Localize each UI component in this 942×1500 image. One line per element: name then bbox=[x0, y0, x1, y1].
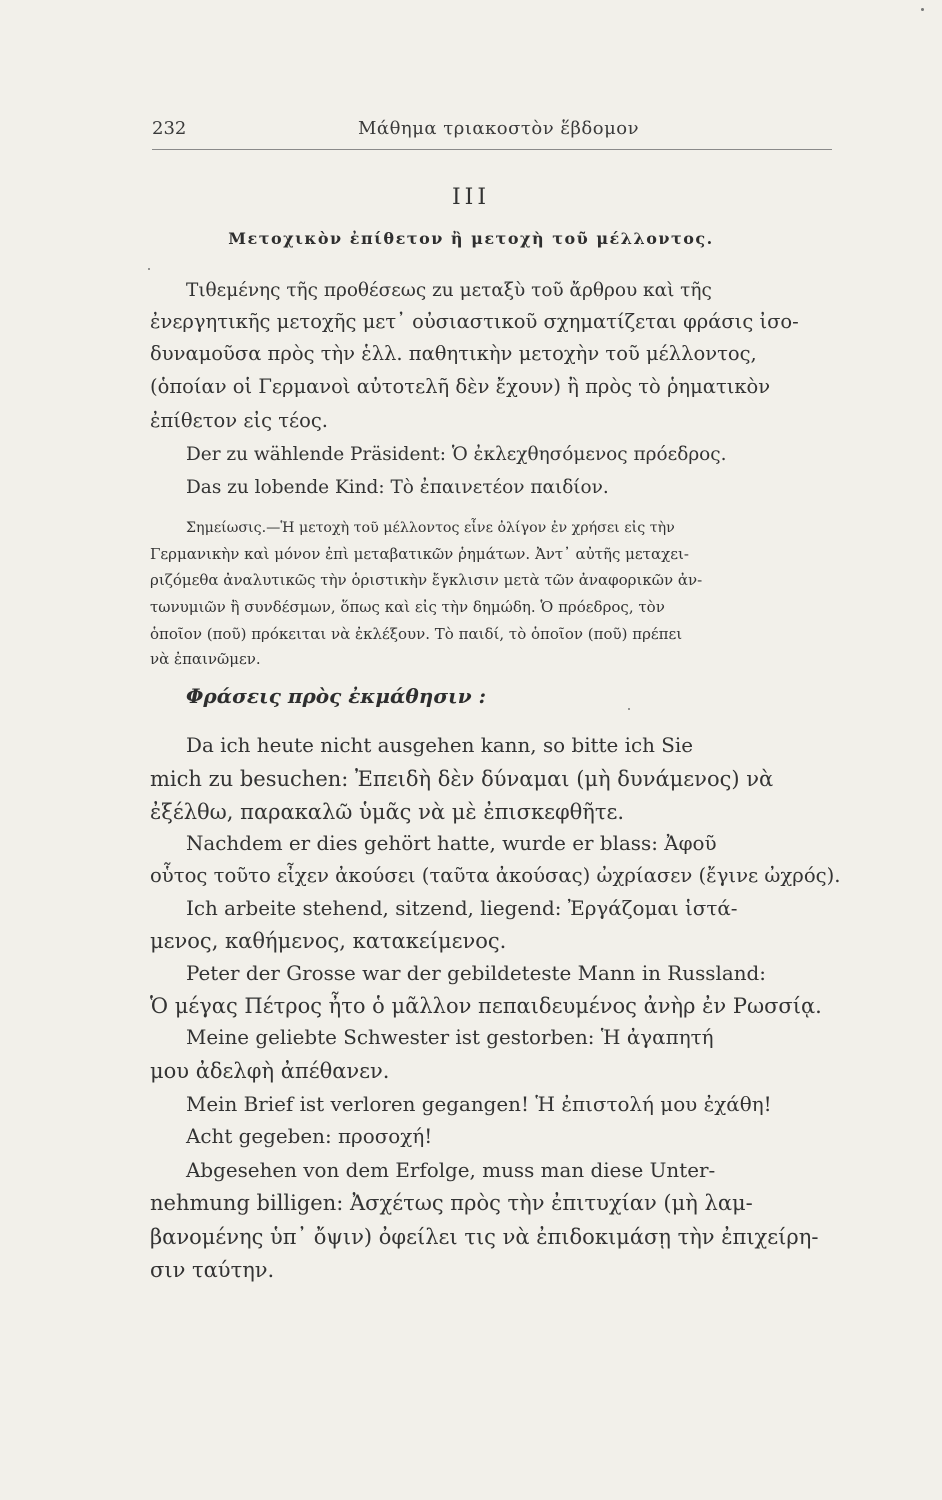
example-line: Acht gegeben: προσοχή! bbox=[186, 1125, 433, 1148]
example-line: ἐξέλθω, παρακαλῶ ὑμᾶς νὰ μὲ ἐπισκεφθῆτε. bbox=[150, 800, 625, 824]
note-line: ὁποῖον (ποῦ) πρόκειται νὰ ἐκλέξουν. Τὸ παιδί, τὸ ὁποῖον (ποῦ) πρέπει bbox=[150, 625, 683, 643]
example-line: μου ἀδελφὴ ἀπέθανεν. bbox=[150, 1059, 390, 1083]
example-line: Nachdem er dies gehört hatte, wurde er blass: Ἀφοῦ bbox=[186, 832, 717, 855]
example-line: Peter der Grosse war der gebildeteste Mann in Russland: bbox=[186, 962, 766, 985]
example-line: Meine geliebte Schwester ist gestorben: Ἡ ἀγαπητή bbox=[186, 1026, 714, 1049]
text-line: Das zu lobende Kind: Τὸ ἐπαινετέον παιδίον. bbox=[186, 477, 609, 498]
text-line: (ὁποίαν οἱ Γερμανοὶ αὐτοτελῆ δὲν ἔχουν) ἢ πρὸς τὸ ῥηματικὸν bbox=[150, 375, 771, 398]
text-line: Τιθεμένης τῆς προθέσεως zu μεταξὺ τοῦ ἄρθρου καὶ τῆς bbox=[186, 280, 712, 301]
example-line: οὗτος τοῦτο εἶχεν ἀκούσει (ταῦτα ἀκούσας) ὠχρίασεν (ἔγινε ὠχρός). bbox=[150, 864, 841, 887]
text-line: ἐπίθετον εἰς τέος. bbox=[150, 409, 328, 432]
note-line: Γερμανικὴν καὶ μόνον ἐπὶ μεταβατικῶν ῥημάτων. Ἀντ᾿ αὐτῆς μεταχει- bbox=[150, 545, 689, 563]
example-line: mich zu besuchen: Ἐπειδὴ δὲν δύναμαι (μὴ δυνάμενος) νὰ bbox=[150, 767, 774, 791]
example-line: Abgesehen von dem Erfolge, muss man diese Unter- bbox=[186, 1159, 716, 1182]
example-line: Mein Brief ist verloren gegangen! Ἡ ἐπιστολή μου ἐχάθη! bbox=[186, 1093, 772, 1116]
paper-speck bbox=[921, 8, 924, 11]
text-line: Der zu wählende Präsident: Ὁ ἐκλεχθησόμενος πρόεδρος. bbox=[186, 444, 727, 465]
example-line: μενος, καθήμενος, κατακείμενος. bbox=[150, 929, 507, 953]
running-title: Μάθημα τριακοστὸν ἕβδομον bbox=[358, 118, 640, 139]
example-line: βανομένης ὑπ᾿ ὄψιν) ὀφείλει τις νὰ ἐπιδοκιμάσῃ τὴν ἐπιχείρη- bbox=[150, 1225, 819, 1249]
text-line: δυναμοῦσα πρὸς τὴν ἑλλ. παθητικὴν μετοχὴν τοῦ μέλλοντος, bbox=[150, 342, 757, 365]
section-heading: Μετοχικὸν ἐπίθετον ἢ μετοχὴ τοῦ μέλλοντος. bbox=[228, 229, 714, 248]
example-line: σιν ταύτην. bbox=[150, 1258, 275, 1282]
note-line: νὰ ἐπαινῶμεν. bbox=[150, 650, 261, 668]
note-line: Σημείωσις.—Ἡ μετοχὴ τοῦ μέλλοντος εἶνε ὀλίγον ἐν χρήσει εἰς τὴν bbox=[186, 520, 675, 536]
paper-speck bbox=[628, 708, 630, 710]
example-line: Ich arbeite stehend, sitzend, liegend: Ἐργάζομαι ἱστά- bbox=[186, 897, 738, 920]
section-numeral: III bbox=[451, 185, 491, 210]
text-line: ἐνεργητικῆς μετοχῆς μετ᾿ οὐσιαστικοῦ σχηματίζεται φράσις ἰσο- bbox=[150, 310, 799, 333]
example-line: Ὁ μέγας Πέτρος ἦτο ὁ μᾶλλον πεπαιδευμένος ἀνὴρ ἐν Ρωσσίᾳ. bbox=[150, 994, 822, 1018]
page-number: 232 bbox=[152, 118, 187, 139]
paper-speck bbox=[148, 268, 150, 270]
phrases-heading: Φράσεις πρὸς ἐκμάθησιν : bbox=[186, 684, 486, 708]
note-line: τωνυμιῶν ἢ συνδέσμων, ὅπως καὶ εἰς τὴν δημώδη. Ὁ πρόεδρος, τὸν bbox=[150, 598, 665, 616]
running-header bbox=[152, 118, 832, 148]
header-rule bbox=[152, 149, 832, 150]
note-line: ριζόμεθα ἀναλυτικῶς τὴν ὁριστικὴν ἔγκλισιν μετὰ τῶν ἀναφορικῶν ἀν- bbox=[150, 571, 703, 589]
example-line: Da ich heute nicht ausgehen kann, so bitte ich Sie bbox=[186, 734, 694, 757]
example-line: nehmung billigen: Ἀσχέτως πρὸς τὴν ἐπιτυχίαν (μὴ λαμ- bbox=[150, 1191, 753, 1215]
